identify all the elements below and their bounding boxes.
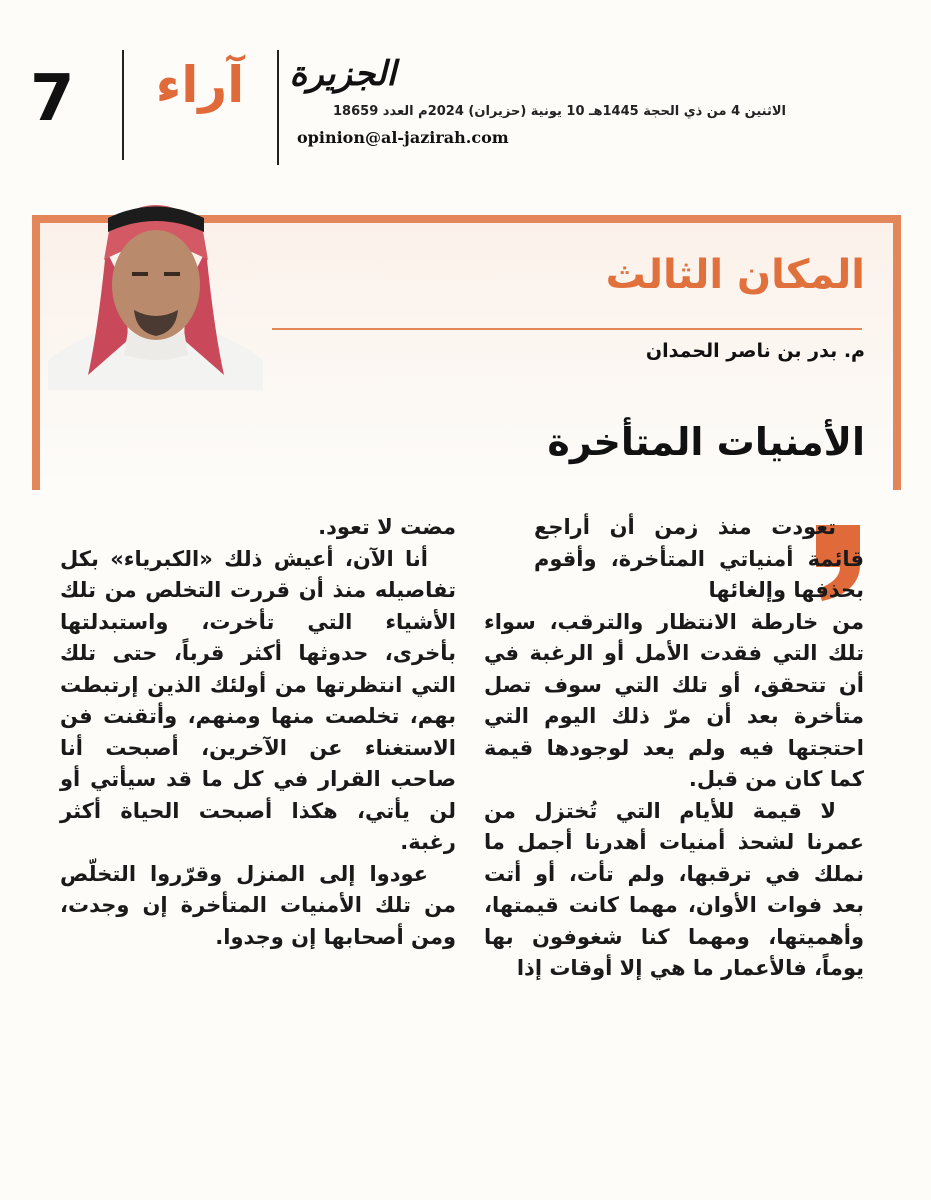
dateline: الاثنين 4 من ذي الحجة 1445هـ 10 يونية (حزيران) 2024م العدد 18659 — [333, 104, 786, 119]
article-column-left — [60, 512, 456, 953]
section-label: آراء — [155, 56, 245, 114]
opinion-email[interactable]: opinion@al-jazirah.com — [297, 128, 509, 147]
masthead-divider-left — [122, 50, 124, 160]
frame-right — [893, 215, 901, 490]
article-paragraph: لا قيمة للأيام التي تُختزل من عمرنا لشحذ أمنيات أهدرنا أجمل ما نملك في ترقبها، ولم تأت، أو أتت بعد فوات الأوان، مهما كانت قيمتها، وأهميتها، ومهما كنا شغوفون بها يوماً، فالأعمار ما هي إلا أوقات إذا — [484, 798, 864, 980]
article-paragraph: من خارطة الانتظار والترقب، سواء تلك التي فقدت الأمل أو الرغبة في أن تتحقق، أو تلك التي سوف تصل متأخرة بعد أن مرّ ذلك اليوم التي احتجتها فيه ولم يعد لوجودها قيمة كما كان من قبل. — [484, 609, 864, 791]
frame-left — [32, 215, 40, 490]
article-headline: الأمنيات المتأخرة — [547, 420, 865, 464]
newspaper-logo: الجزيرة — [289, 54, 396, 94]
author-photo — [48, 190, 263, 390]
page-number: 7 — [30, 62, 75, 136]
author-byline: م. بدر بن ناصر الحمدان — [645, 340, 865, 362]
article-paragraph: مضت لا تعود. — [318, 515, 456, 539]
article-column-right — [484, 512, 864, 985]
column-title: المكان الثالث — [605, 252, 865, 298]
column-title-rule — [272, 328, 862, 330]
article-paragraph: أنا الآن، أعيش ذلك «الكبرياء» بكل تفاصيله منذ أن قررت التخلص من تلك الأشياء التي تأخرت، واستبدلتها بأخرى، حدوثها أكثر قرباً، حتى تلك التي انتظرتها من أولئك الذين إرتبطت بهم، تخلصت منها ومنهم، وأتقنت فن الاستغناء عن الآخرين، أصبحت أنا صاحب القرار في كل ما قد سيأتي أو لن يأتي، هكذا أصبحت الحياة أكثر رغبة. — [60, 546, 456, 854]
article-paragraph: تعودت منذ زمن أن أراجع قائمة أمنياتي المتأخرة، وأقوم بحذفها وإلغائها — [534, 515, 864, 602]
article-paragraph: عودوا إلى المنزل وقرّروا التخلّص من تلك الأمنيات المتأخرة إن وجدت، ومن أصحابها إن وجدوا. — [60, 861, 456, 949]
